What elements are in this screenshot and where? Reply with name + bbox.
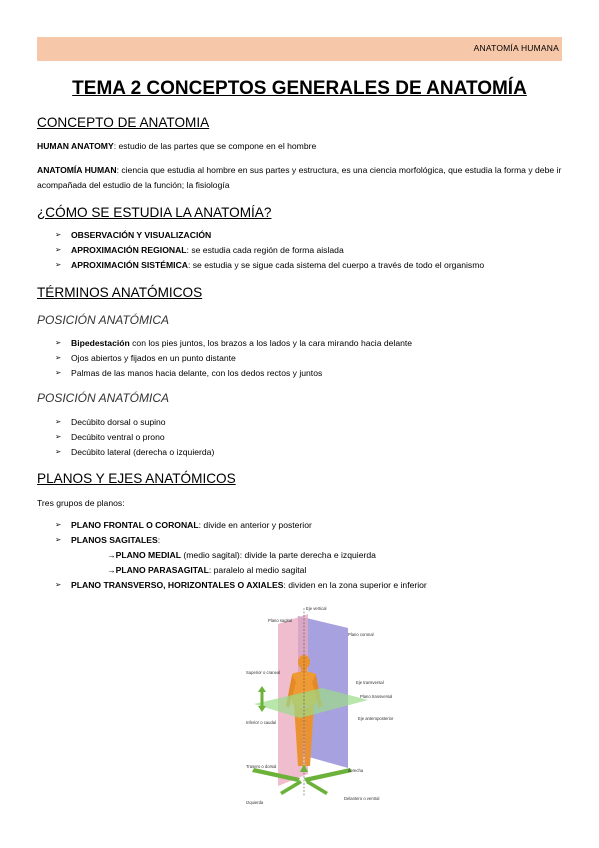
subheading-posicion-1: POSICIÓN ANATÓMICA bbox=[37, 313, 170, 327]
label-eje-anteroposterior: Eje anteroposterior bbox=[358, 716, 394, 721]
arrow-bullet-icon: ➢ bbox=[55, 535, 62, 544]
label-superior: Superior o craneal bbox=[246, 670, 281, 675]
label-plano-sagital: Plano sagital bbox=[268, 618, 292, 623]
right-arrow-icon: → bbox=[107, 565, 116, 575]
arrow-bullet-icon: ➢ bbox=[55, 338, 62, 347]
section-heading-terminos: TÉRMINOS ANATÓMICOS bbox=[37, 285, 203, 300]
label-derecha: derecha bbox=[348, 768, 364, 773]
arrow-bullet-icon: ➢ bbox=[55, 260, 62, 269]
right-arrow-icon: → bbox=[107, 550, 116, 560]
label-plano-coronal: Plano coronal bbox=[348, 632, 374, 637]
sub-list-item: →PLANO PARASAGITAL: paralelo al medio sagital bbox=[107, 565, 307, 575]
subheading-posicion-2: POSICIÓN ANATÓMICA bbox=[37, 391, 170, 405]
arrow-bullet-icon: ➢ bbox=[55, 353, 62, 362]
arrow-bullet-icon: ➢ bbox=[55, 580, 62, 589]
definition-human-anatomy: : estudio de las partes que se compone en el hombre bbox=[113, 141, 317, 151]
term-human-anatomy: HUMAN ANATOMY bbox=[37, 141, 114, 151]
label-inferior: Inferior o caudal bbox=[246, 720, 277, 725]
definition-anatomia-human: : ciencia que estudia al hombre en sus partes y estructura, es una ciencia morfológica, que estudia la forma y debe ir acompañada del estudio de la función; la fisiología bbox=[37, 165, 562, 190]
section-heading-planos: PLANOS Y EJES ANATÓMICOS bbox=[37, 471, 236, 486]
section-heading-como-estudia: ¿CÓMO SE ESTUDIA LA ANATOMÍA? bbox=[37, 205, 272, 220]
paragraph-human-anatomy bbox=[37, 139, 562, 154]
page-title: TEMA 2 CONCEPTOS GENERALES DE ANATOMÍA bbox=[72, 78, 527, 99]
sub-list-item: →PLANO MEDIAL (medio sagital): divide la parte derecha e izquierda bbox=[107, 550, 376, 560]
paragraph-tres-grupos: Tres grupos de planos: bbox=[37, 498, 125, 508]
arrow-bullet-icon: ➢ bbox=[55, 447, 62, 456]
arrow-bullet-icon: ➢ bbox=[55, 417, 62, 426]
label-izquierda: Izquierda bbox=[246, 800, 264, 805]
section-heading-concepto: CONCEPTO DE ANATOMIA bbox=[37, 115, 210, 130]
arrow-bullet-icon: ➢ bbox=[55, 432, 62, 441]
label-delantero: Delantero o ventral bbox=[344, 796, 380, 801]
label-eje-vertical: Eje vertical bbox=[306, 606, 327, 611]
anatomical-planes-figure bbox=[240, 596, 394, 808]
label-eje-transversal: Eje transversal bbox=[356, 680, 384, 685]
paragraph-anatomia-human bbox=[37, 163, 562, 193]
arrow-bullet-icon: ➢ bbox=[55, 368, 62, 377]
arrow-bullet-icon: ➢ bbox=[55, 230, 62, 239]
arrow-bullet-icon: ➢ bbox=[55, 520, 62, 529]
term-anatomia-human: ANATOMÍA HUMAN bbox=[37, 165, 117, 175]
label-plano-transversal: Plano transversal bbox=[360, 694, 393, 699]
label-trasero: Trasero o dorsal bbox=[246, 764, 277, 769]
header-title: ANATOMÍA HUMANA bbox=[473, 43, 559, 53]
arrow-bullet-icon: ➢ bbox=[55, 245, 62, 254]
